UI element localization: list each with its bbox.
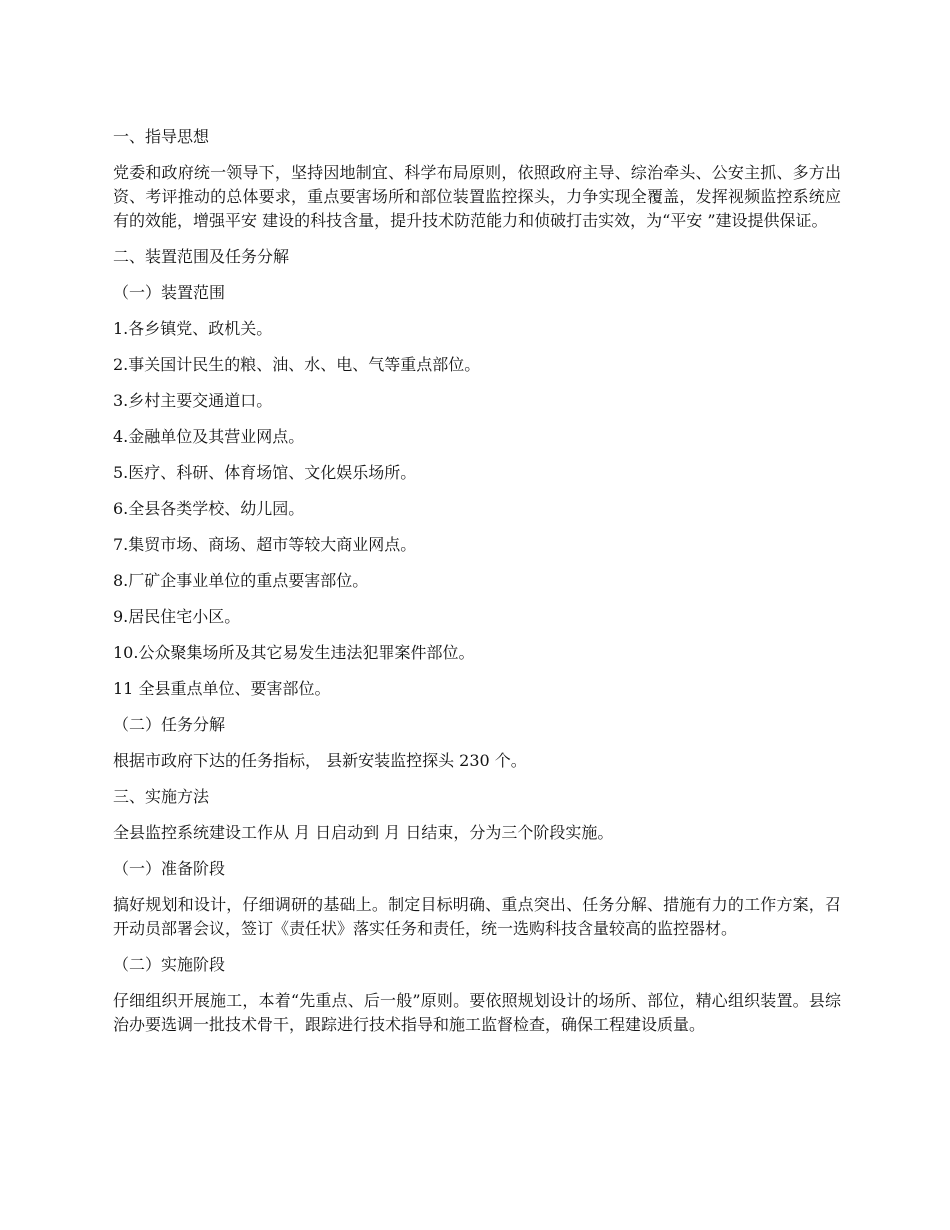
paragraph-execution-stage: 仔细组织开展施工，本着“先重点、后一般”原则。要依照规划设计的场所、部位，精心组织装置。县综治办要选调一批技术骨干，跟踪进行技术指导和施工监督检查，确保工程建设质量。 (113, 991, 841, 1034)
paragraph-preparation-stage: 搞好规划和设计，仔细调研的基础上。制定目标明确、重点突出、任务分解、措施有力的工作方案，召开动员部署会议，签订《责任状》落实任务和责任，统一选购科技含量较高的监控器材。 (113, 895, 841, 938)
paragraph-task-breakdown: 根据市政府下达的任务指标， 县新安装监控探头 230 个。 (113, 751, 527, 770)
list-item: 11 全县重点单位、要害部位。 (113, 679, 331, 698)
subheading-task-breakdown: （二）任务分解 (113, 715, 226, 734)
list-item: 6.全县各类学校、幼儿园。 (113, 499, 305, 518)
section-heading-guiding-thought: 一、指导思想 (113, 127, 210, 146)
subheading-execution-stage: （二）实施阶段 (113, 955, 226, 974)
list-item: 3.乡村主要交通道口。 (113, 391, 273, 410)
subheading-installation-scope: （一）装置范围 (113, 283, 226, 302)
list-item: 4.金融单位及其营业网点。 (113, 427, 305, 446)
subheading-preparation-stage: （一）准备阶段 (113, 859, 226, 878)
section-heading-scope-and-tasks: 二、装置范围及任务分解 (113, 247, 290, 266)
list-item: 9.居民住宅小区。 (113, 607, 241, 626)
paragraph-guiding-thought: 党委和政府统一领导下，坚持因地制宜、科学布局原则，依照政府主导、综治牵头、公安主抓、多方出资、考评推动的总体要求，重点要害场所和部位装置监控探头，力争实现全覆盖，发挥视频监控系统应有的效能，增强平安 建设的科技含量，提升技术防范能力和侦破打击实效，为“平安 ”建设提供保证。 (113, 163, 841, 230)
list-item: 10.公众聚集场所及其它易发生违法犯罪案件部位。 (113, 643, 475, 662)
section-heading-implementation: 三、实施方法 (113, 787, 210, 806)
list-item: 2.事关国计民生的粮、油、水、电、气等重点部位。 (113, 355, 481, 374)
paragraph-implementation: 全县监控系统建设工作从 月 日启动到 月 日结束，分为三个阶段实施。 (113, 823, 614, 842)
list-item: 5.医疗、科研、体育场馆、文化娱乐场所。 (113, 463, 417, 482)
list-item: 8.厂矿企事业单位的重点要害部位。 (113, 571, 369, 590)
document-page (113, 125, 841, 1049)
list-item: 7.集贸市场、商场、超市等较大商业网点。 (113, 535, 417, 554)
list-item: 1.各乡镇党、政机关。 (113, 319, 273, 338)
